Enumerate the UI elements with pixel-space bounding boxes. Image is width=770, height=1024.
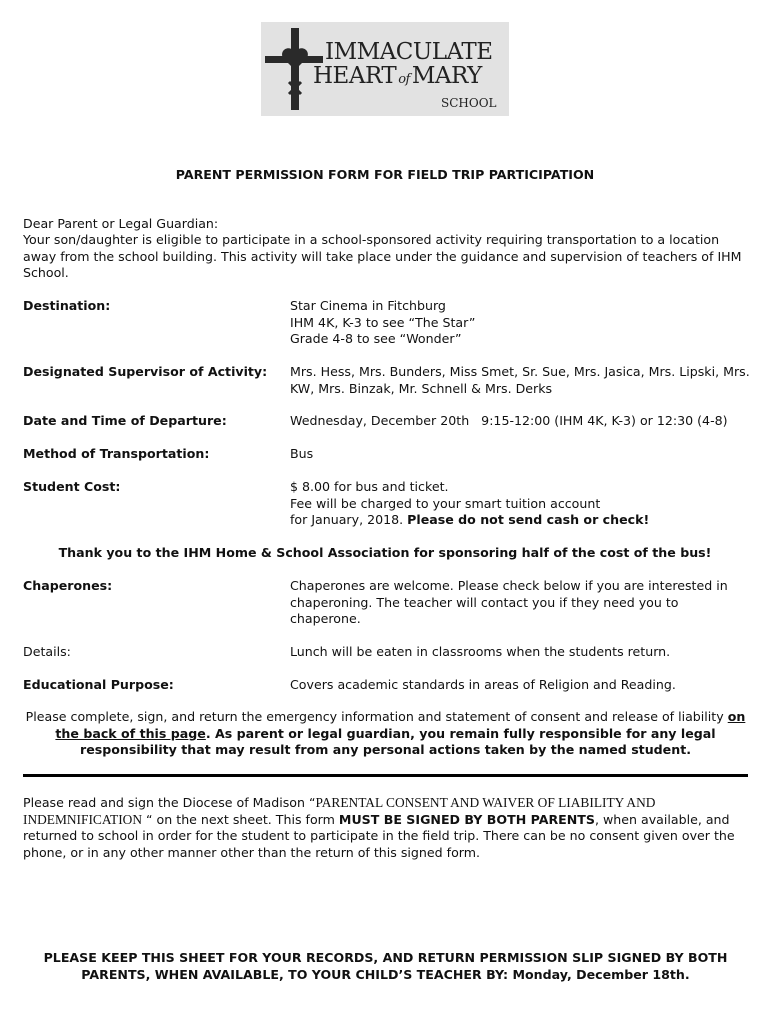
footer-instructions: PLEASE KEEP THIS SHEET FOR YOUR RECORDS, AND RETURN PERMISSION SLIP SIGNED BY BOTH PARENTS, WHEN AVAILABLE, TO YOUR CHILD’S TEACHER BY: Monday, December 18th. [43,950,728,982]
chaperones-value: Chaperones are welcome. Please check below if you are interested in chaperoning. The teacher will contact you if they need you to chaperone. [290,578,728,626]
logo-line-2: HEART ofMARY [313,63,482,89]
destination-label: Destination: [23,298,111,313]
cost-value: $ 8.00 for bus and ticket. Fee will be charged to your smart tuition account for January, 2018. Please do not send cash or check! [290,479,650,527]
thanks-note: Thank you to the IHM Home & School Association for sponsoring half of the cost of the bus! [58,545,712,560]
divider [23,774,748,777]
transport-label: Method of Transportation: [23,446,210,461]
complete-instructions: Please complete, sign, and return the emergency information and statement of consent and release of liability on the back of this page. As parent or legal guardian, you remain fully responsible for any legal responsibility that may result from any personal actions taken by the named student. [25,709,746,757]
supervisor-value: Mrs. Hess, Mrs. Bunders, Miss Smet, Sr. Sue, Mrs. Jasica, Mrs. Lipski, Mrs. KW, Mrs. Binzak, Mr. Schnell & Mrs. Derks [290,364,750,396]
purpose-label: Educational Purpose: [23,677,174,692]
departure-value: Wednesday, December 20th 9:15-12:00 (IHM 4K, K-3) or 12:30 (4-8) [290,413,728,428]
logo-line-1: IMMACULATE [325,39,493,65]
details-label: Details: [23,644,71,659]
transport-value: Bus [290,446,314,461]
destination-value: Star Cinema in Fitchburg IHM 4K, K-3 to see “The Star” Grade 4-8 to see “Wonder” [290,298,476,346]
purpose-value: Covers academic standards in areas of Religion and Reading. [290,677,676,692]
school-logo [261,22,509,116]
chaperones-label: Chaperones: [23,578,113,593]
read-sign-instructions: Please read and sign the Diocese of Madison “PARENTAL CONSENT AND WAIVER OF LIABILITY AND INDEMNIFICATION “ on the next sheet. This form MUST BE SIGNED BY BOTH PARENTS, when available, and returned to school in order for the student to participate in the field trip. There can be no consent given over the phone, or in any other manner other than the return of this signed form. [23,795,735,860]
logo-line-3: SCHOOL [441,96,497,110]
supervisor-label: Designated Supervisor of Activity: [23,364,268,379]
details-value: Lunch will be eaten in classrooms when the students return. [290,644,671,659]
departure-label: Date and Time of Departure: [23,413,227,428]
intro-paragraph: Your son/daughter is eligible to participate in a school-sponsored activity requiring transportation to a location away from the school building. This activity will take place under the guidance and supervision of teachers of IHM School. [23,232,742,280]
form-title: PARENT PERMISSION FORM FOR FIELD TRIP PARTICIPATION [175,167,595,182]
cost-label: Student Cost: [23,479,121,494]
greeting: Dear Parent or Legal Guardian: [23,216,219,231]
